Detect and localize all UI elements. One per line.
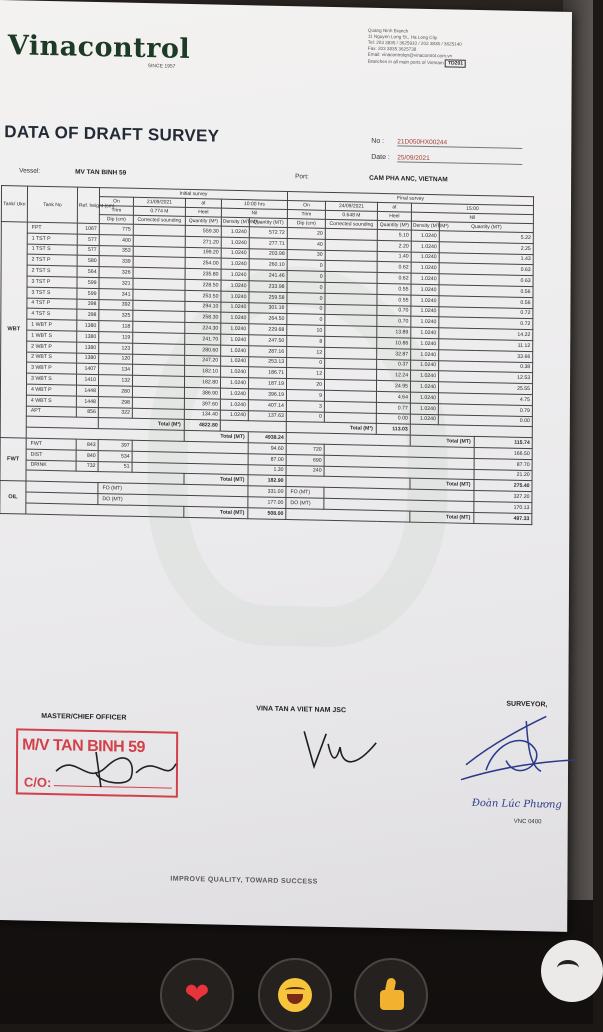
- table-cell: DO (MT): [286, 497, 324, 509]
- table-cell: 1.43: [439, 252, 533, 265]
- table-cell: 326: [99, 267, 133, 279]
- table-cell: 1.0240: [221, 237, 249, 248]
- tank-name: 2 TST S: [27, 265, 77, 277]
- header-trim: Trim: [287, 210, 325, 220]
- group-label-wbt: WBT: [0, 222, 27, 438]
- branch-line: Branches in all main ports of Vietnam TD201: [368, 58, 528, 69]
- table-cell: 0.37: [377, 359, 411, 371]
- agent-label: VINA TAN A VIET NAM JSC: [256, 705, 347, 715]
- table-cell: 233.98: [249, 281, 287, 293]
- surveyor-code: VNC 0400: [513, 818, 542, 826]
- table-cell: 20: [287, 228, 325, 240]
- header-heel: Heel: [185, 207, 221, 217]
- table-cell: 33.66: [439, 349, 533, 362]
- table-cell: Total (MT): [410, 435, 474, 447]
- table-cell: 24.95: [377, 381, 411, 393]
- table-cell: Density (MT/M³): [222, 218, 259, 226]
- table-cell: 1.0240: [221, 280, 249, 291]
- table-cell: 564: [77, 266, 99, 277]
- table-cell: 1407: [77, 363, 99, 374]
- table-cell: 187.19: [248, 378, 286, 390]
- header-at: at: [185, 198, 221, 208]
- group-label-oil: OIL: [0, 481, 26, 514]
- tank-name: APT: [26, 406, 76, 418]
- table-cell: 277.71: [249, 238, 287, 250]
- tank-name: 2 WBT P: [27, 341, 77, 353]
- table-cell: 199.20: [185, 247, 221, 259]
- tank-name: 4 WBT S: [26, 395, 76, 407]
- table-cell: 3: [286, 400, 324, 412]
- table-cell: 1.0240: [411, 273, 439, 284]
- table-cell: 396.19: [248, 389, 286, 401]
- table-cell: 166.50: [474, 447, 532, 459]
- branch-line: 11 Nguyen Long St., Ha Long City: [367, 33, 438, 41]
- table-cell: 253.50: [185, 290, 221, 302]
- header-at: at: [377, 202, 411, 212]
- table-cell: 11.12: [439, 339, 533, 352]
- table-cell: 572.72: [249, 227, 287, 239]
- table-cell: 0.72: [439, 306, 533, 319]
- tank-name: DRINK: [26, 460, 76, 472]
- reaction-bar: [0, 950, 593, 1024]
- table-cell: 1.0240: [411, 263, 439, 274]
- vessel-port-row: [19, 167, 539, 184]
- table-cell: 177.00: [248, 497, 286, 509]
- table-cell: 294.10: [185, 301, 221, 313]
- table-cell: 1.0240: [411, 306, 439, 317]
- table-cell: 599: [77, 277, 99, 288]
- table-cell: 4.64: [376, 391, 410, 403]
- header-on: On: [287, 201, 325, 211]
- table-cell: Corrected sounding: [133, 215, 185, 225]
- table-cell: 134.40: [184, 409, 220, 421]
- table-cell: 0: [287, 260, 325, 272]
- table-cell: Total (M³): [286, 422, 376, 435]
- table-cell: 94.60: [248, 443, 286, 455]
- table-cell: 137.63: [248, 410, 286, 422]
- table-cell: 497.33: [474, 512, 532, 524]
- table-cell: 0.70: [377, 316, 411, 328]
- table-cell: 0: [286, 411, 324, 423]
- tank-name: 2 WBT S: [27, 352, 77, 364]
- table-cell: 12: [287, 346, 325, 358]
- tank-name: DIST: [26, 449, 76, 461]
- table-cell: 775: [99, 224, 133, 236]
- table-cell: 228.50: [185, 279, 221, 291]
- group-label-fwt: FWT: [0, 437, 26, 481]
- table-cell: 51: [98, 461, 132, 473]
- table-cell: 559.30: [185, 225, 221, 237]
- table-cell: [286, 508, 410, 521]
- table-cell: 0: [287, 282, 325, 294]
- tank-name: FPT: [27, 222, 77, 234]
- tank-name: 3 WBT P: [27, 362, 77, 374]
- table-cell: 182.80: [184, 377, 220, 389]
- table-cell: 0.00: [376, 413, 410, 425]
- table-cell: 325: [99, 310, 133, 322]
- table-cell: 4.75: [438, 393, 532, 406]
- document-number: No : 21D050HX00244: [371, 138, 522, 149]
- table-cell: 271.20: [185, 236, 221, 248]
- initial-heel: Nil: [221, 208, 287, 218]
- table-cell: 0.56: [439, 295, 533, 308]
- table-cell: 1.0240: [411, 338, 439, 349]
- table-cell: 0.38: [439, 360, 533, 373]
- table-cell: 182.10: [185, 366, 221, 378]
- table-cell: 0.62: [377, 262, 411, 274]
- table-cell: Corrected sounding: [325, 219, 377, 229]
- table-cell: 322: [98, 407, 132, 419]
- table-cell: 21.20: [474, 469, 532, 481]
- table-cell: 182.90: [248, 475, 286, 487]
- table-cell: 321: [99, 278, 133, 290]
- table-cell: 1380: [77, 353, 99, 364]
- table-cell: Density (MT/M³): [412, 222, 449, 230]
- table-cell: 0.72: [439, 317, 533, 330]
- table-cell: 4822.80: [184, 420, 220, 432]
- table-cell: 132: [98, 375, 132, 387]
- agent-signature: [296, 721, 386, 783]
- surveyor-label: SURVEYOR,: [506, 700, 548, 709]
- table-cell: 1.0240: [411, 252, 439, 263]
- table-cell: 10.86: [377, 337, 411, 349]
- table-cell: Total (M³): [98, 418, 184, 431]
- tank-name: 4 TST S: [27, 308, 77, 320]
- document-date: Date : 25/09/2021: [371, 154, 522, 165]
- table-cell: 840: [76, 450, 98, 461]
- table-cell: 287.16: [249, 345, 287, 357]
- table-cell: Total (MT): [410, 511, 474, 523]
- branch-line: Email: vinacontrolqn@vinacontrol.com.vn: [367, 51, 453, 59]
- branch-line: Quang Ninh Branch: [367, 27, 409, 34]
- table-cell: 254.00: [185, 258, 221, 270]
- table-cell: 1.0240: [221, 366, 249, 377]
- table-cell: 0.77: [376, 402, 410, 414]
- table-cell: 0.63: [439, 274, 533, 287]
- header-final-survey: Final survey: [287, 192, 533, 206]
- table-cell: 0: [287, 271, 325, 283]
- table-cell: 0.55: [377, 283, 411, 295]
- table-cell: 1.0240: [221, 248, 249, 259]
- table-cell: 534: [98, 450, 132, 462]
- table-cell: 12.53: [439, 371, 533, 384]
- table-cell: 1.0240: [411, 360, 439, 371]
- table-cell: 1448: [76, 396, 98, 407]
- table-cell: 186.71: [249, 367, 287, 379]
- table-cell: Total (MT): [184, 506, 248, 518]
- table-cell: [26, 503, 184, 517]
- table-cell: 508.00: [248, 507, 286, 519]
- table-cell: Total (MT): [410, 478, 474, 490]
- more-options-button[interactable]: [541, 940, 603, 1002]
- table-cell: Dip (cm): [99, 215, 133, 225]
- table-cell: 400: [99, 234, 133, 246]
- tank-name: 1 TST S: [27, 244, 77, 256]
- table-cell: 40: [287, 238, 325, 250]
- table-cell: 119: [99, 332, 133, 344]
- tank-name: 3 TST P: [27, 276, 77, 288]
- table-cell: 32.87: [377, 348, 411, 360]
- table-cell: 203.98: [249, 248, 287, 260]
- table-cell: 9: [286, 389, 324, 401]
- table-cell: 1.0240: [411, 230, 439, 241]
- table-cell: 8: [287, 335, 325, 347]
- table-cell: 118: [99, 321, 133, 333]
- table-cell: 247.20: [185, 355, 221, 367]
- table-cell: 280: [98, 386, 132, 398]
- table-cell: Quantity (M³): [185, 216, 221, 226]
- thumbs-up-reaction-button[interactable]: [354, 958, 428, 1032]
- table-cell: 229.68: [249, 324, 287, 336]
- table-cell: 0.55: [377, 294, 411, 306]
- table-cell: 13.89: [377, 327, 411, 339]
- table-cell: 1.0240: [221, 302, 249, 313]
- table-cell: 407.14: [248, 399, 286, 411]
- table-cell: 341: [99, 288, 133, 300]
- table-cell: 235.80: [185, 269, 221, 281]
- final-date: 24/09/2021: [325, 201, 377, 211]
- table-cell: 1.0240: [221, 269, 249, 280]
- table-cell: 398: [77, 299, 99, 310]
- tank-name: 4 TST P: [27, 298, 77, 310]
- header-heel: Heel: [377, 211, 411, 221]
- table-cell: 1.0240: [221, 313, 249, 324]
- laugh-reaction-button[interactable]: [258, 958, 332, 1032]
- laughing-face-icon: [278, 978, 312, 1012]
- surveyor-name: Đoàn Lúc Phương: [471, 797, 562, 811]
- table-cell: 10: [287, 325, 325, 337]
- table-cell: 14.22: [439, 328, 533, 341]
- table-cell: 0.63: [439, 263, 533, 276]
- table-cell: 1.0240: [220, 410, 248, 421]
- tank-name: 1 WBT S: [27, 330, 77, 342]
- table-cell: 720: [286, 443, 324, 455]
- table-cell: 0.79: [438, 403, 532, 416]
- table-cell: 258.30: [185, 312, 221, 324]
- table-cell: 25.55: [439, 382, 533, 395]
- table-cell: 327.20: [474, 491, 532, 503]
- table-cell: 392: [99, 299, 133, 311]
- table-cell: 580: [77, 256, 99, 267]
- final-trim: 0.648 M: [325, 210, 377, 220]
- document-title: DATA OF DRAFT SURVEY: [4, 122, 220, 146]
- port-name: CAM PHA ANC, VIETNAM: [369, 174, 448, 184]
- branch-code: TD201: [445, 59, 466, 67]
- table-cell: 275.40: [474, 480, 532, 492]
- table-cell: 599: [77, 288, 99, 299]
- table-cell: 12: [287, 368, 325, 380]
- table-cell: 1.0240: [221, 356, 249, 367]
- master-signature: [36, 741, 186, 794]
- thumbs-up-icon: [376, 978, 406, 1012]
- table-cell: 120: [99, 353, 133, 365]
- table-cell: DO (MT): [98, 493, 248, 507]
- table-cell: 397: [98, 440, 132, 452]
- table-cell: 241.46: [249, 270, 287, 282]
- table-cell: 0.00: [438, 414, 532, 427]
- tank-name: 3 TST S: [27, 287, 77, 299]
- table-cell: 577: [77, 245, 99, 256]
- table-cell: 0: [287, 357, 325, 369]
- table-cell: 0.70: [377, 305, 411, 317]
- vessel-name: MV TAN BINH 59: [75, 168, 127, 177]
- table-cell: 2.20: [377, 240, 411, 252]
- table-cell: 353: [99, 245, 133, 257]
- table-cell: 1.0240: [411, 370, 439, 381]
- header-on: On: [99, 197, 133, 207]
- table-cell: Total (MT): [184, 474, 248, 486]
- table-cell: 260.10: [249, 259, 287, 271]
- table-cell: 1.30: [248, 464, 286, 476]
- table-cell: 1.0240: [411, 381, 439, 392]
- footer-slogan: IMPROVE QUALITY, TOWARD SUCCESS: [170, 875, 318, 886]
- vessel-label: Vessel:: [19, 167, 41, 175]
- table-cell: 1.0240: [411, 327, 439, 338]
- table-cell: 1448: [76, 385, 98, 396]
- table-cell: 1.0240: [221, 291, 249, 302]
- table-cell: 20: [287, 379, 325, 391]
- table-cell: 1.0240: [220, 388, 248, 399]
- tank-name: 4 WBT P: [26, 384, 76, 396]
- table-cell: 170.13: [474, 501, 532, 513]
- table-cell: 241.70: [185, 333, 221, 345]
- table-cell: 1.0240: [411, 241, 439, 252]
- table-cell: Dip (cm): [287, 219, 325, 229]
- table-cell: 1.0240: [410, 403, 438, 414]
- table-cell: FO (MT): [286, 487, 324, 499]
- table-cell: 4938.24: [248, 432, 286, 444]
- table-cell: 253.13: [249, 356, 287, 368]
- tank-name: 1 TST P: [27, 233, 77, 245]
- table-cell: 1380: [77, 342, 99, 353]
- final-time: 15:00: [411, 203, 533, 215]
- table-cell: 386.90: [184, 387, 220, 399]
- table-cell: 264.50: [249, 313, 287, 325]
- header-initial-survey: Initial survey: [99, 188, 287, 201]
- table-cell: 1.0240: [220, 399, 248, 410]
- branch-line: Tel: 203 3835 / 3625910 / 203 3835 / 3625140: [367, 39, 462, 47]
- table-cell: 259.58: [249, 292, 287, 304]
- table-cell: 1.0240: [221, 259, 249, 270]
- initial-time: 10:00 hrs: [221, 199, 287, 209]
- table-cell: 1.0240: [411, 284, 439, 295]
- table-cell: 2.25: [439, 242, 533, 255]
- header-tank-group: Tank/ Ukn: [1, 186, 27, 223]
- table-cell: 1.0240: [411, 349, 439, 360]
- table-cell: 339: [99, 256, 133, 268]
- table-cell: 398: [77, 309, 99, 320]
- table-cell: 113.03: [376, 424, 410, 436]
- heart-icon: ❤: [184, 978, 210, 1011]
- table-cell: 30: [287, 249, 325, 261]
- initial-trim: 0.774 M: [133, 206, 185, 216]
- table-cell: 331.00: [248, 486, 286, 498]
- branch-address: [368, 28, 528, 69]
- draft-survey-table: [0, 185, 534, 525]
- table-cell: 856: [76, 407, 98, 418]
- tank-name: 2 TST P: [27, 254, 77, 266]
- table-cell: 247.50: [249, 335, 287, 347]
- table-cell: Quantity (MT): [439, 222, 533, 233]
- table-cell: 1.0240: [221, 345, 249, 356]
- table-cell: 0: [287, 314, 325, 326]
- table-cell: 0: [287, 303, 325, 315]
- master-label: MASTER/CHIEF OFFICER: [41, 712, 127, 722]
- port-label: Port:: [295, 173, 309, 181]
- table-cell: 732: [76, 461, 98, 472]
- table-cell: 5.22: [439, 231, 533, 244]
- table-cell: 1410: [76, 374, 98, 385]
- initial-date: 21/09/2021: [133, 197, 185, 207]
- table-cell: Quantity (M³): [377, 220, 411, 230]
- table-cell: 690: [286, 454, 324, 466]
- heart-reaction-button[interactable]: [160, 958, 234, 1032]
- table-cell: 298: [98, 396, 132, 408]
- table-cell: 1.0240: [220, 377, 248, 388]
- company-since: SINCE 1957: [147, 63, 176, 70]
- surveyor-signature: [456, 710, 576, 803]
- final-heel: Nil: [411, 212, 533, 224]
- table-cell: 301.16: [249, 302, 287, 314]
- stamp-ship-name: M/V TAN BINH 59: [22, 736, 146, 757]
- company-logo: Vinacontrol: [7, 30, 191, 65]
- table-cell: 87.00: [248, 453, 286, 465]
- table-cell: 1.0240: [411, 295, 439, 306]
- table-cell: Total (MT): [184, 431, 248, 443]
- table-cell: 1.0240: [221, 226, 249, 237]
- table-cell: 5.10: [377, 229, 411, 241]
- table-cell: 577: [77, 234, 99, 245]
- table-cell: FO (MT): [98, 483, 248, 497]
- table-cell: 115.74: [474, 437, 532, 449]
- table-cell: 0.62: [377, 273, 411, 285]
- table-cell: 280.60: [185, 344, 221, 356]
- table-cell: 397.60: [184, 398, 220, 410]
- table-cell: 224.30: [185, 323, 221, 335]
- table-cell: 0.56: [439, 285, 533, 298]
- table-cell: 1.40: [377, 251, 411, 263]
- table-cell: 12.24: [377, 370, 411, 382]
- table-cell: 87.70: [474, 458, 532, 470]
- tank-name: 3 WBT S: [26, 373, 76, 385]
- table-cell: 1.0240: [410, 414, 438, 425]
- header-trim: Trim: [99, 206, 133, 216]
- table-cell: 1.0240: [221, 323, 249, 334]
- table-cell: 134: [99, 364, 133, 376]
- header-ref-height: Ref. height (cm): [77, 187, 99, 223]
- table-cell: 843: [76, 439, 98, 450]
- table-cell: 123: [99, 342, 133, 354]
- branch-line: Fax: 203 3835 3625738: [367, 45, 417, 52]
- table-cell: 1.0240: [411, 316, 439, 327]
- header-tank-no: Tank No: [27, 186, 77, 223]
- stamp-co-label: C/O:: [23, 774, 52, 791]
- table-cell: 1380: [77, 320, 99, 331]
- table-cell: 0: [287, 292, 325, 304]
- table-cell: 1067: [77, 223, 99, 234]
- table-cell: 1380: [77, 331, 99, 342]
- table-cell: Quantity (MT): [249, 218, 287, 228]
- tank-name: 1 WBT P: [27, 319, 77, 331]
- table-cell: 240: [286, 465, 324, 477]
- table-cell: 1.0240: [410, 392, 438, 403]
- tank-name: FWT: [26, 438, 76, 450]
- table-cell: 1.0240: [221, 334, 249, 345]
